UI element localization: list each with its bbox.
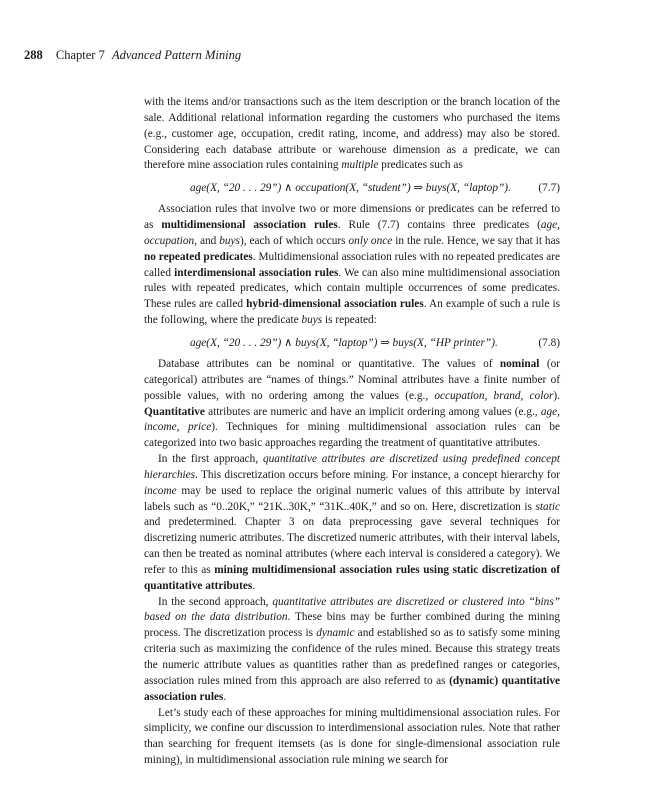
paragraph-2: Association rules that involve two or more dimensions or predicates can be referred to as multidimensional association rules. Rule (7.7) contains three predicates (age, occupation, and buys), each of which occurs only once in the rule. Hence, we say that it has no repeated predicates. Multidimensional association rules with no repeated predicates are called interdimensional association rules. We can also mine multidimensional association rules with repeated predicates, which contain multiple occurrences of some predicates. These rules are called hybrid-dimensional association rules. An example of such a rule is the following, where the predicate buys is repeated:: [144, 203, 561, 327]
equation-7-8-expression: age(X, “20 . . . 29”) ∧ buys(X, “laptop”) ⇒ buys(X, “HP printer”).: [190, 336, 498, 349]
equation-7-8: [144, 329, 560, 357]
body-text: [144, 95, 560, 769]
paragraph-4: In the first approach, quantitative attributes are discretized using predefined concept hierarchies. This discretization occurs before mining. For instance, a concept hierarchy for income may be used to replace the original numeric values of this attribute by interval labels such as “0..20K,” “21K..30K,” “31K..40K,” and so on. Here, discretization is static and predetermined. Chapter 3 on data preprocessing gave several techniques for discretizing numeric attributes. The discretized numeric attributes, with their interval labels, can then be treated as nominal attributes (where each interval is considered a category). We refer to this as mining multidimensional association rules using static discretization of quantitative attributes.: [144, 453, 560, 592]
paragraph-1: with the items and/or transactions such as the item description or the branch location of the sale. Additional relational information regarding the customers who purchased the items (e.g., customer age, occupation, credit rating, income, and address) may also be stored. Considering each database attribute or warehouse dimension as a predicate, we can therefore mine association rules containing multiple predicates such as: [144, 96, 560, 172]
equation-7-7: [144, 174, 560, 202]
paragraph-3: Database attributes can be nominal or quantitative. The values of nominal (or categorical) attributes are “names of things.” Nominal attributes have a finite number of possible values, with no ordering among the values (e.g., occupation, brand, color). Quantitative attributes are numeric and have an implicit ordering among values (e.g., age, income, price). Techniques for mining multidimensional association rules can be categorized into two basic approaches regarding the treatment of quantitative attributes.: [144, 357, 561, 450]
paragraph-5: In the second approach, quantitative attributes are discretized or clustered into “bins” based on the data distribution. These bins may be further combined during the mining process. The discretization process is dynamic and established so as to satisfy some mining criteria such as maximizing the confidence of the rules mined. Because this strategy treats the numeric attribute values as quantities rather than as predefined ranges or categories, association rules mined from this approach are also referred to as (dynamic) quantitative association rules.: [144, 595, 561, 703]
equation-7-8-number: (7.8): [538, 336, 560, 349]
equation-7-7-expression: age(X, “20 . . . 29”) ∧ occupation(X, “student”) ⇒ buys(X, “laptop”).: [190, 182, 511, 195]
paragraph-6: Let’s study each of these approaches for mining multidimensional association rules. For simplicity, we confine our discussion to interdimensional association rules. Note that rather than searching for frequent itemsets (as is done for single-dimensional association rule mining), in multidimensional association rule mining we search for: [144, 706, 560, 767]
chapter-title: Advanced Pattern Mining: [111, 48, 242, 62]
chapter-label: Chapter 7: [55, 48, 105, 62]
running-header: [24, 48, 241, 63]
page-number: 288: [24, 48, 43, 62]
equation-7-7-number: (7.7): [538, 182, 560, 195]
